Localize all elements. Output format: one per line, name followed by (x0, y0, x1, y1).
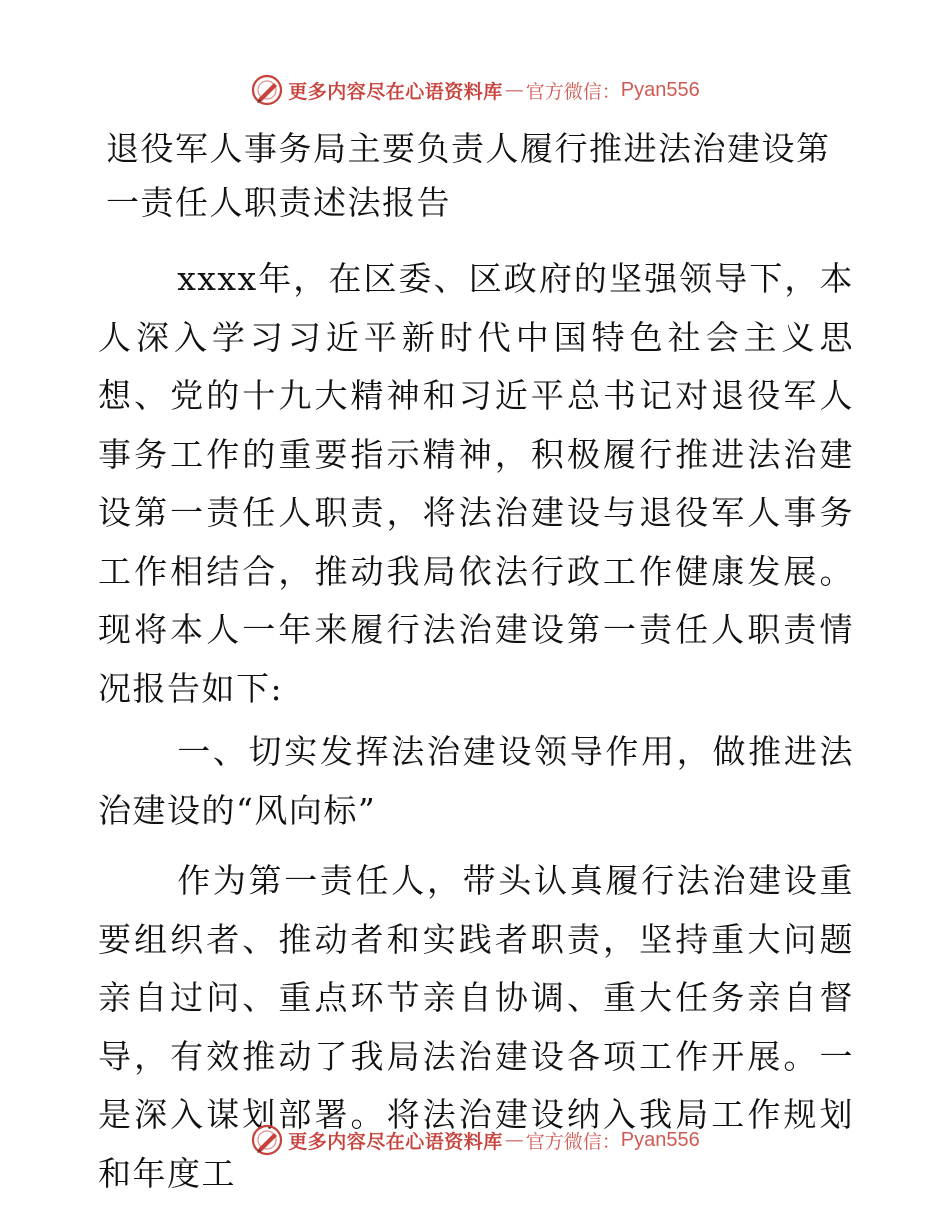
banner-wechat-label: 官方微信： (525, 80, 621, 103)
banner-wechat-id: Pyan556 (620, 78, 700, 101)
banner-brand-text: 更多内容尽在心语资料库 (288, 80, 503, 103)
banner-wechat-label: 官方微信： (525, 1130, 621, 1153)
document-title: 退役军人事务局主要负责人履行推进法治建设第一责任人职责述法报告 (106, 129, 831, 222)
banner-brand-text: 更多内容尽在心语资料库 (288, 1130, 503, 1153)
header-watermark-banner (0, 72, 950, 108)
paragraph-section-1: 作为第一责任人，带头认真履行法治建设重要组织者、推动者和实践者职责，坚持重大问题亲自过问、重点环节亲自协调、重大任务亲自督导，有效推动了我局法治建设各项工作开展。一是深入谋划部署。将法治建设纳入我局工作规划和年度工 (98, 861, 854, 1193)
banner-separator: — (504, 79, 524, 101)
document-body (98, 122, 854, 1208)
pen-logo-icon (250, 73, 284, 107)
banner-wechat-id: Pyan556 (620, 1128, 700, 1151)
pen-logo-icon (250, 1123, 284, 1157)
footer-watermark-banner (0, 1122, 950, 1158)
paragraph-intro: xxxx年，在区委、区政府的坚强领导下，本人深入学习习近平新时代中国特色社会主义思想、党的十九大精神和习近平总书记对退役军人事务工作的重要指示精神，积极履行推进法治建设第一责任人职责，将法治建设与退役军人事务工作相结合，推动我局依法行政工作健康发展。现将本人一年来履行法治建设第一责任人职责情况报告如下: (98, 259, 854, 708)
section-heading-1: 一、切实发挥法治建设领导作用，做推进法治建设的“风向标” (98, 732, 854, 830)
banner-separator: — (504, 1129, 524, 1151)
